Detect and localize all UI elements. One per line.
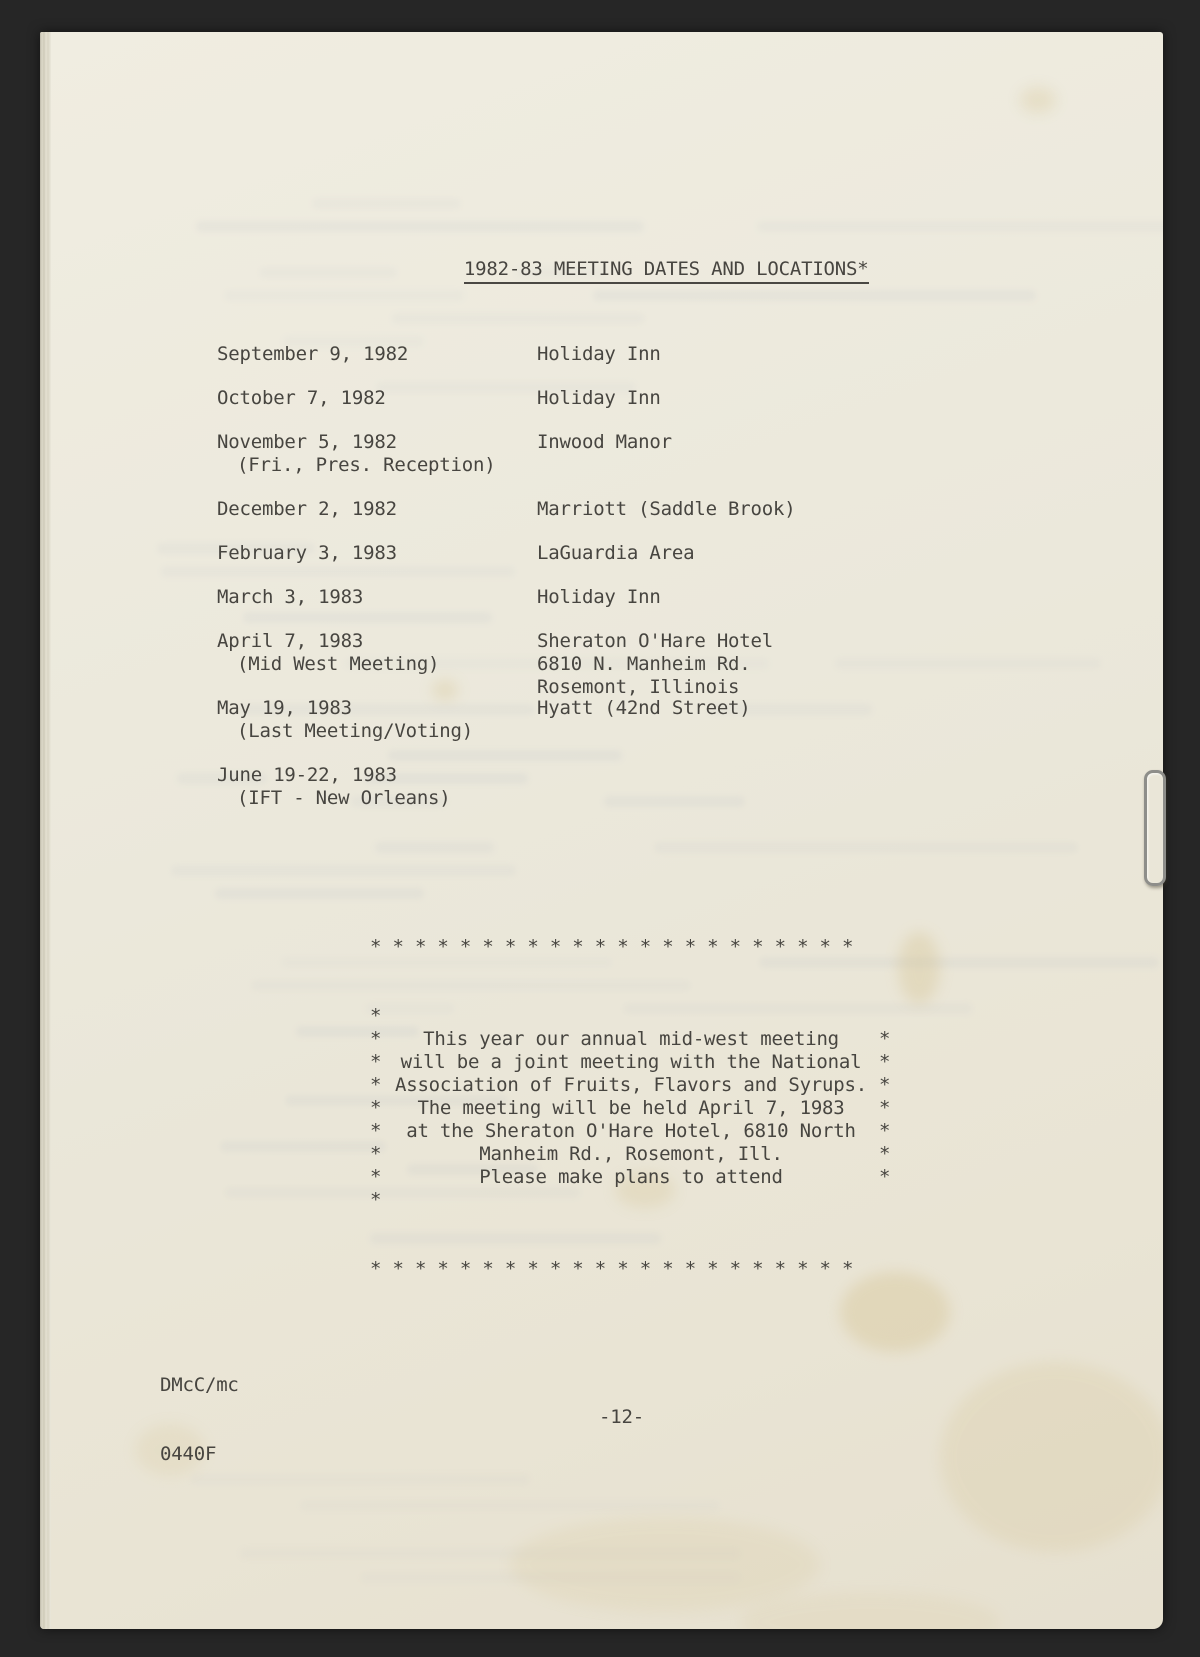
ghost-text-line — [300, 1500, 720, 1511]
location-line: Inwood Manor — [537, 431, 672, 453]
announcement-text: Association of Fruits, Flavors and Syrups. — [394, 1074, 868, 1096]
border-asterisk-right: * — [879, 1166, 891, 1188]
border-asterisk-left: * — [370, 1120, 382, 1142]
location-cell — [537, 586, 661, 609]
location-line: LaGuardia Area — [537, 542, 695, 564]
location-cell — [537, 630, 773, 699]
schedule-row — [217, 764, 1097, 810]
border-asterisk-right: * — [879, 1097, 891, 1119]
announcement-lines — [370, 1005, 892, 1212]
border-asterisk-right: * — [879, 1051, 891, 1073]
asterisk-border-bottom: * * * * * * * * * * * * * * * * * * * * * * — [370, 1258, 854, 1280]
border-asterisk-left: * — [370, 1051, 382, 1073]
announcement-line — [370, 1189, 892, 1212]
stain — [510, 1517, 820, 1612]
border-asterisk-left: * — [370, 1143, 382, 1165]
location-cell — [537, 542, 694, 565]
announcement-text: Manheim Rd., Rosemont, Ill. — [479, 1143, 783, 1165]
location-line: 6810 N. Manheim Rd. — [537, 653, 751, 675]
ghost-text-line — [312, 198, 461, 209]
border-asterisk-right: * — [879, 1120, 891, 1142]
page-number: -12- — [599, 1406, 644, 1428]
stain — [898, 932, 940, 1004]
schedule-row — [217, 387, 1097, 410]
location-line: Marriott (Saddle Brook) — [537, 498, 796, 520]
border-asterisk-right: * — [879, 1028, 891, 1050]
schedule-row — [217, 630, 1097, 698]
meeting-note: (IFT - New Orleans) — [237, 787, 451, 809]
meeting-date: November 5, 1982 — [217, 431, 397, 453]
border-asterisk-right: * — [879, 1143, 891, 1165]
typist-initials: DMcC/mc — [160, 1374, 239, 1396]
schedule-row — [217, 697, 1097, 743]
location-cell — [537, 343, 661, 366]
announcement-line — [370, 1028, 892, 1051]
border-asterisk-left: * — [370, 1189, 382, 1211]
border-asterisk-left: * — [370, 1097, 382, 1119]
location-cell — [537, 431, 672, 454]
meeting-date: February 3, 1983 — [217, 542, 397, 564]
stain — [740, 1592, 1000, 1629]
page-title-text: 1982-83 MEETING DATES AND LOCATIONS* — [464, 258, 869, 284]
meeting-date: June 19-22, 1983 — [217, 764, 397, 786]
page-content — [40, 32, 1163, 1629]
border-asterisk-left: * — [370, 1028, 382, 1050]
location-cell — [537, 697, 751, 720]
ghost-text-line — [392, 313, 645, 324]
meeting-date: October 7, 1982 — [217, 387, 386, 409]
ghost-text-line — [171, 865, 516, 876]
announcement-box — [370, 890, 892, 1327]
announcement-line — [370, 1120, 892, 1143]
meeting-date: April 7, 1983 — [217, 630, 364, 652]
meeting-date: December 2, 1982 — [217, 498, 397, 520]
schedule-row — [217, 431, 1097, 477]
location-line: Sheraton O'Hare Hotel — [537, 630, 774, 652]
schedule-row — [217, 343, 1097, 366]
location-line: Holiday Inn — [537, 343, 661, 365]
meeting-date: March 3, 1983 — [217, 586, 364, 608]
announcement-text: This year our annual mid-west meeting — [423, 1028, 839, 1050]
document-code: 0440F — [160, 1443, 217, 1465]
announcement-text: The meeting will be held April 7, 1983 — [417, 1097, 845, 1119]
stain — [940, 1362, 1163, 1552]
ghost-text-line — [375, 842, 494, 853]
location-line: Holiday Inn — [537, 387, 661, 409]
ghost-text-line — [196, 221, 644, 232]
border-asterisk-left: * — [370, 1074, 382, 1096]
announcement-line — [370, 1051, 892, 1074]
announcement-line — [370, 1005, 892, 1028]
ghost-text-line — [220, 1141, 386, 1152]
announcement-line — [370, 1143, 892, 1166]
ghost-text-line — [190, 1474, 530, 1485]
announcement-text: will be a joint meeting with the National — [400, 1051, 862, 1073]
announcement-text: at the Sheraton O'Hare Hotel, 6810 North — [406, 1120, 856, 1142]
location-cell — [537, 387, 661, 410]
date-cell — [217, 764, 1097, 810]
meeting-note: (Fri., Pres. Reception) — [237, 454, 496, 476]
border-asterisk-left: * — [370, 1005, 382, 1027]
location-line: Hyatt (42nd Street) — [537, 697, 751, 719]
meeting-note: (Last Meeting/Voting) — [237, 720, 474, 742]
page-title — [40, 235, 1163, 304]
meeting-note: (Mid West Meeting) — [237, 653, 440, 675]
announcement-line — [370, 1166, 892, 1189]
staple — [1144, 770, 1166, 886]
meeting-date: May 19, 1983 — [217, 697, 352, 719]
ghost-text-line — [757, 221, 1163, 232]
stain — [1020, 87, 1056, 113]
asterisk-border-top: * * * * * * * * * * * * * * * * * * * * * * — [370, 936, 854, 958]
ghost-text-line — [654, 842, 1078, 853]
schedule-row — [217, 498, 1097, 521]
announcement-text: Please make plans to attend — [479, 1166, 783, 1188]
location-line: Holiday Inn — [537, 586, 661, 608]
document-page — [40, 32, 1163, 1629]
location-cell — [537, 498, 796, 521]
meeting-schedule-list — [217, 343, 1097, 831]
schedule-row — [217, 586, 1097, 609]
border-asterisk-left: * — [370, 1166, 382, 1188]
border-asterisk-right: * — [879, 1074, 891, 1096]
location-line: Rosemont, Illinois — [537, 676, 740, 698]
announcement-line — [370, 1097, 892, 1120]
meeting-date: September 9, 1982 — [217, 343, 409, 365]
announcement-line — [370, 1074, 892, 1097]
schedule-row — [217, 542, 1097, 565]
